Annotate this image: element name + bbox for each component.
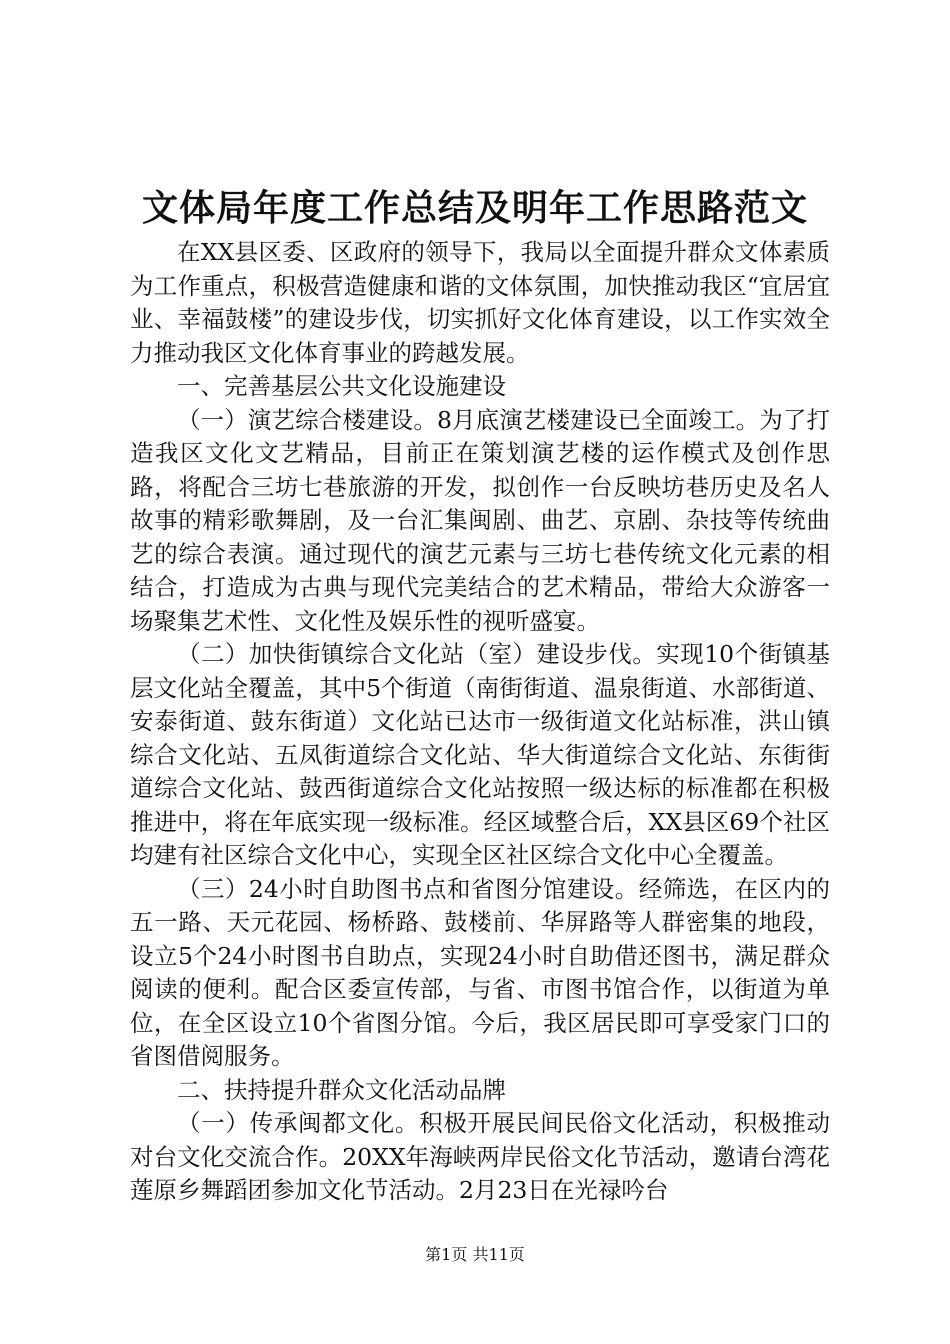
- page-footer: 第1页 共11页: [425, 1245, 525, 1264]
- paragraph-performance-building: （一）演艺综合楼建设。8月底演艺楼建设已全面竣工。为了打造我区文化文艺精品，目前正在策划演艺楼的运作模式及创作思路，将配合三坊七巷旅游的开发，拟创作一台反映坊巷历史及名人故事的精彩歌舞剧，及一台汇集闽剧、曲艺、京剧、杂技等传统曲艺的综合表演。通过现代的演艺元素与三坊七巷传统文化元素的相结合，打造成为古典与现代完美结合的艺术精品，带给大众游客一场聚集艺术性、文化性及娱乐性的视听盛宴。: [130, 405, 830, 635]
- paragraph-culture-stations: （二）加快街镇综合文化站（室）建设步伐。实现10个街镇基层文化站全覆盖，其中5个街道（南街街道、温泉街道、水部街道、安泰街道、鼓东街道）文化站已达市一级街道文化站标准，洪山镇综合文化站、五凤街道综合文化站、华大街道综合文化站、东街街道综合文化站、鼓西街道综合文化站按照一级达标的标准都在积极推进中，将在年底实现一级标准。经区域整合后，XX县区69个社区均建有社区综合文化中心，实现全区社区综合文化中心全覆盖。: [130, 640, 830, 869]
- section-heading-2: 二、扶持提升群众文化活动品牌: [177, 1075, 506, 1104]
- document-title: 文体局年度工作总结及明年工作思路范文: [141, 187, 808, 229]
- section-heading-1: 一、完善基层公共文化设施建设: [177, 372, 506, 400]
- paragraph-library-points: （三）24小时自助图书点和省图分馆建设。经筛选，在区内的五一路、天元花园、杨桥路、鼓楼前、华屏路等人群密集的地段，设立5个24小时图书自助点，实现24小时自助借还图书，满足群众阅读的便利。配合区委宣传部，与省、市图书馆合作，以街道为单位，在全区设立10个省图分馆。今后，我区居民即可享受家门口的省图借阅服务。: [130, 874, 830, 1070]
- document-body: [130, 236, 830, 1208]
- paragraph-min-culture: （一）传承闽都文化。积极开展民间民俗文化活动，积极推动对台文化交流合作。20XX年海峡两岸民俗文化节活动，邀请台湾花莲原乡舞蹈团参加文化节活动。2月23日在光禄吟台: [130, 1109, 830, 1204]
- paragraph-intro: 在XX县区委、区政府的领导下，我局以全面提升群众文体素质为工作重点，积极营造健康和谐的文体氛围，加快推动我区“宜居宜业、幸福鼓楼”的建设步伐，切实抓好文化体育建设，以工作实效全力推动我区文化体育事业的跨越发展。: [130, 238, 830, 367]
